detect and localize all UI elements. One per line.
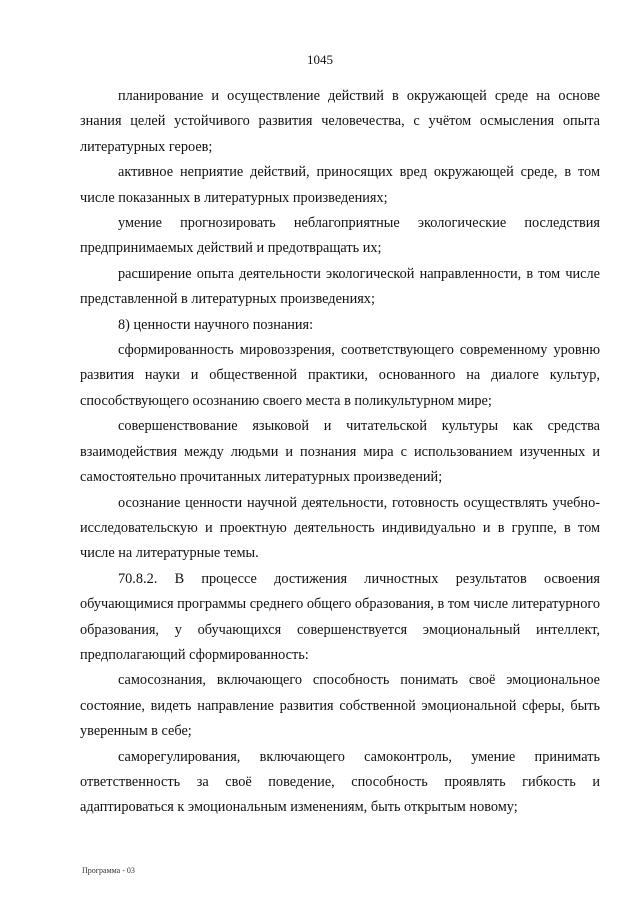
paragraph-self-regulation: саморегулирования, включающего самоконтроль, умение принимать ответственность за своё поведение, способность проявлять гибкость и адаптироваться к эмоциональным изменениям, быть открытым новому; xyxy=(80,748,600,816)
paragraph-forecasting: умение прогнозировать неблагоприятные экологические последствия предпринимаемых действий и предотвращать их; xyxy=(80,215,600,257)
paragraph-section-70-8-2: 70.8.2. В процессе достижения личностных результатов освоения обучающимися программы среднего общего образования, в том числе литературного образования, у обучающихся совершенствуется эмоциональный интеллект, предполагающий сформированность: xyxy=(80,570,600,663)
section-heading-science-values: 8) ценности научного познания: xyxy=(118,316,314,333)
paragraph-rejection-harm: активное неприятие действий, приносящих вред окружающей среде, в том числе показанных в литературных произведениях; xyxy=(80,164,600,206)
paragraph-ecology-experience: расширение опыта деятельности экологической направленности, в том числе представленной в литературных произведениях; xyxy=(80,265,600,308)
paragraph-worldview: сформированность мировоззрения, соответствующего современному уровню развития науки и общественной практики, основанного на диалоге культур, способствующего осознанию своего места в поликультурном мире; xyxy=(80,342,600,409)
footer-label: Программа - 03 xyxy=(82,866,135,875)
paragraph-self-awareness: самосознания, включающего способность понимать своё эмоциональное состояние, видеть направление развития собственной эмоциональной сферы, быть уверенным в себе; xyxy=(80,672,600,740)
paragraph-research-activity: осознание ценности научной деятельности, готовность осуществлять учебно-исследовательскую и проектную деятельность индивидуально и в группе, в том числе на литературные темы. xyxy=(80,494,600,562)
page-number: 1045 xyxy=(307,52,333,67)
paragraph-reading-culture: совершенствование языковой и читательской культуры как средства взаимодействия между людьми и познания мира с использованием изученных и самостоятельно прочитанных литературных произведений; xyxy=(80,418,600,486)
document-body xyxy=(80,84,600,821)
paragraph-goals-planning: планирование и осуществление действий в окружающей среде на основе знания целей устойчивого развития человечества, с учётом осмысления опыта литературных героев; xyxy=(80,88,600,155)
